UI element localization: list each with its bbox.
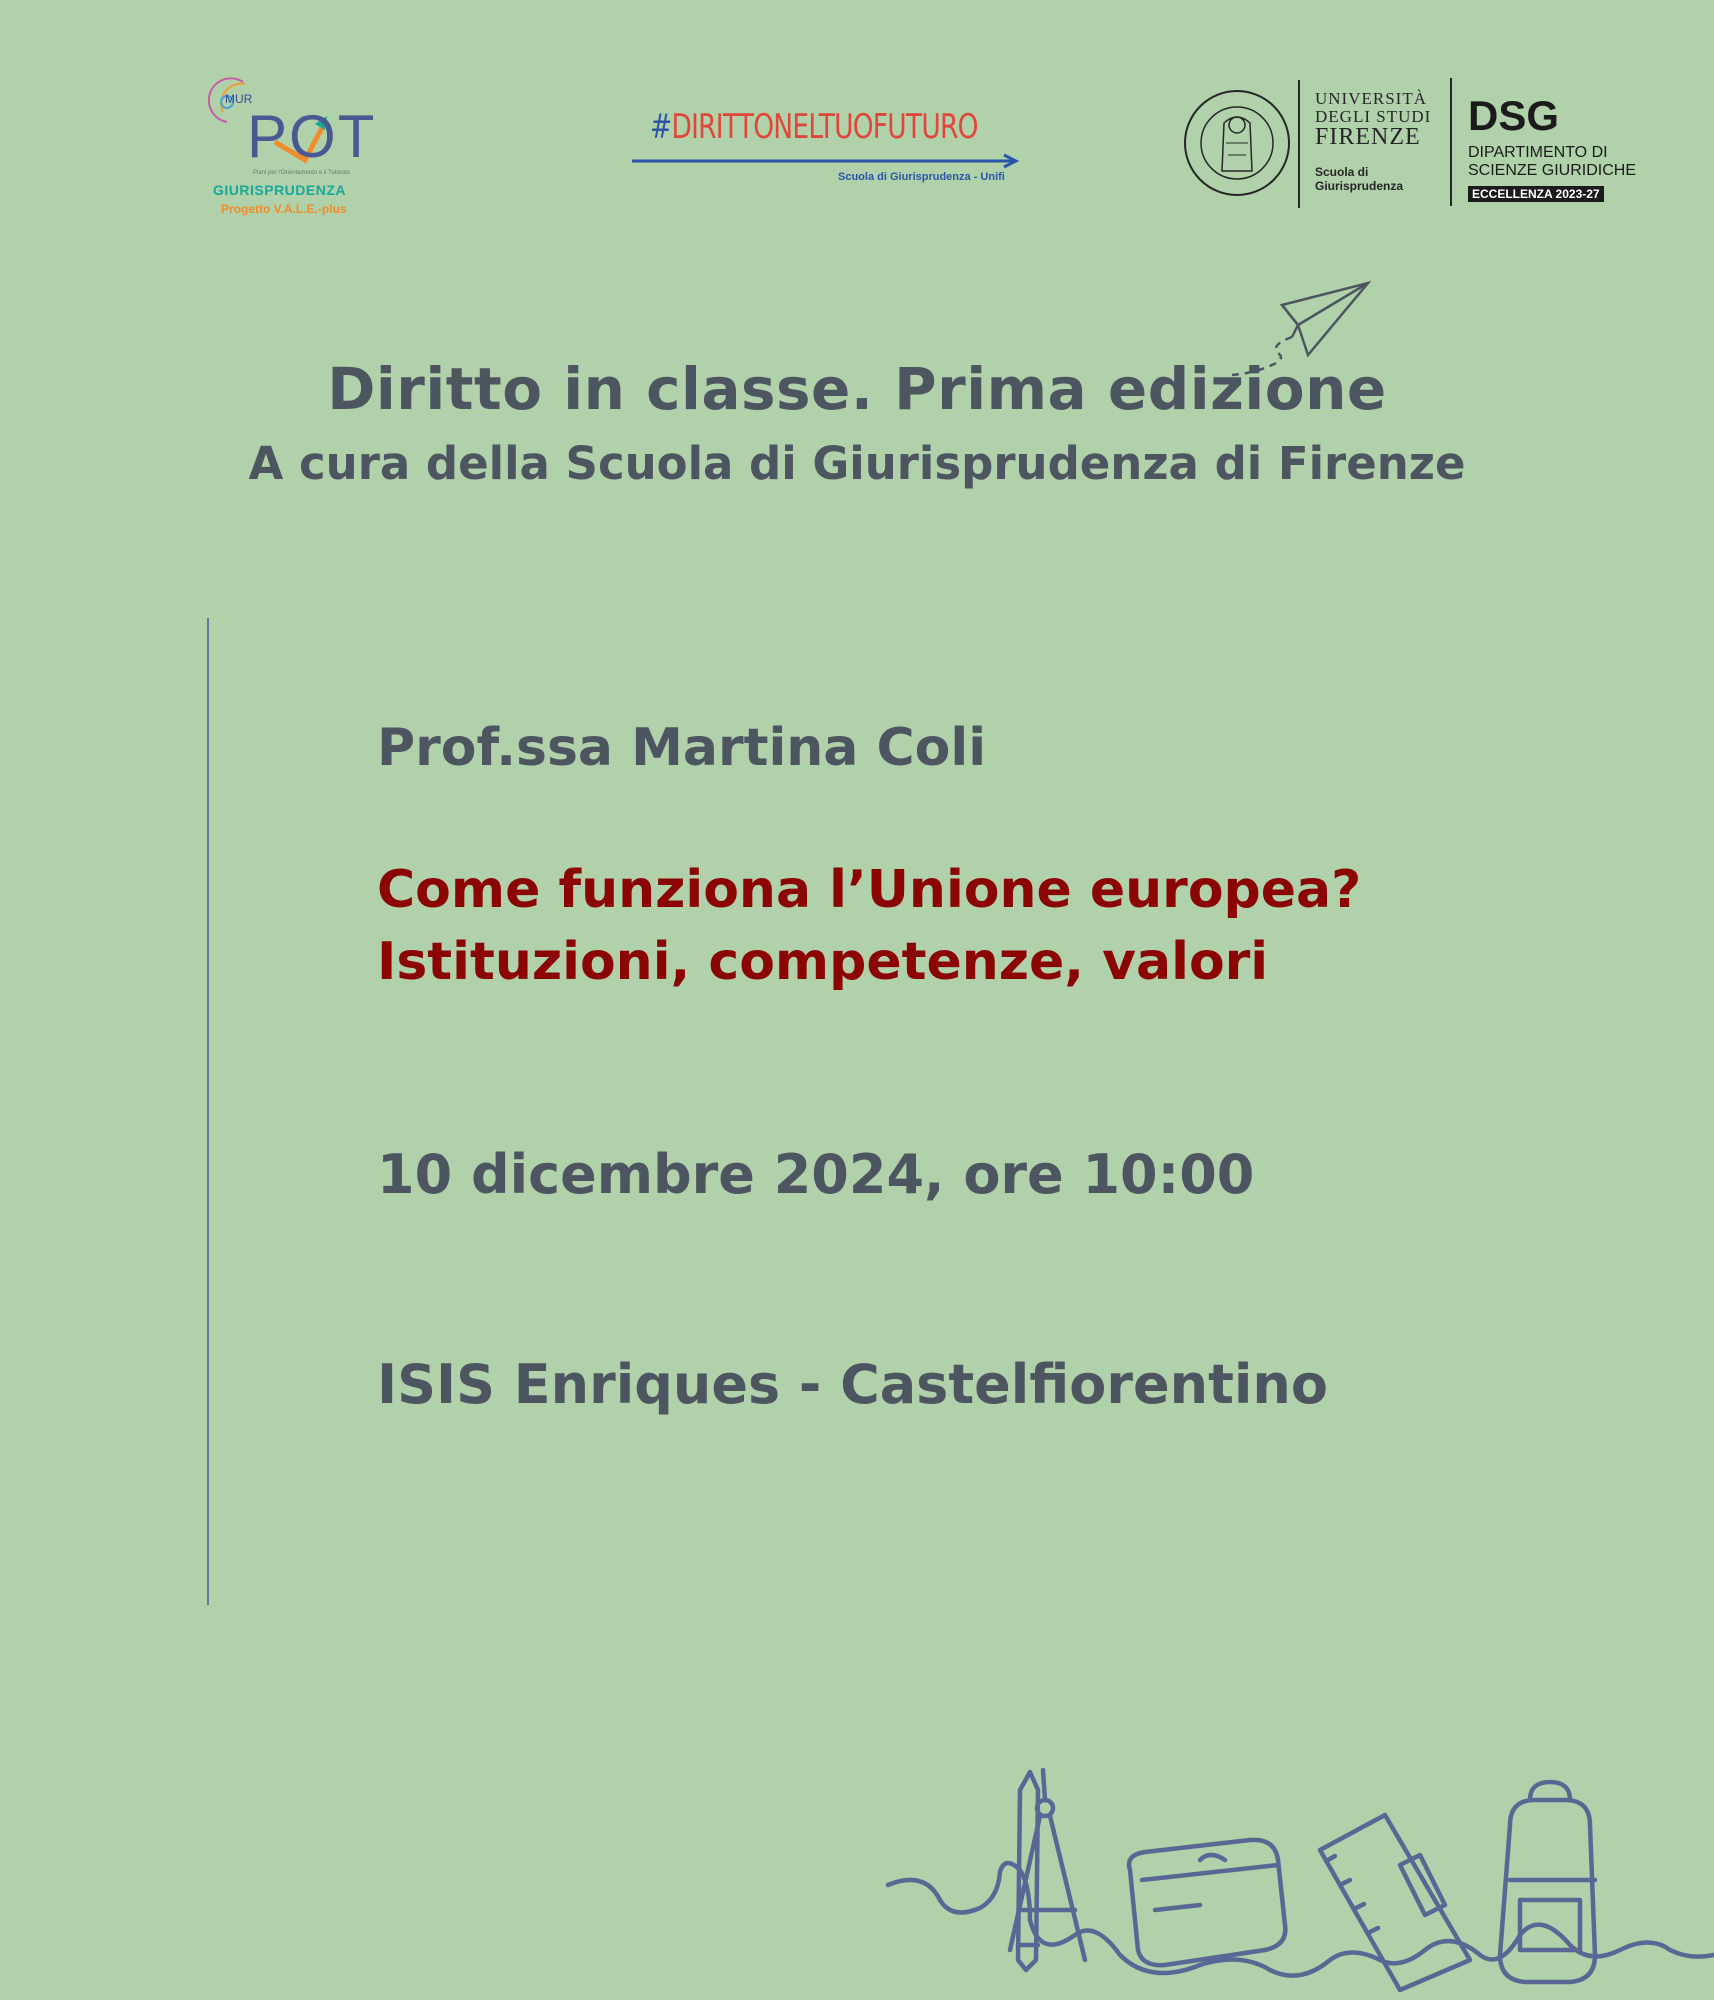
dsg-acronym: DSG (1468, 92, 1560, 139)
event-venue: ISIS Enriques - Castelfiorentino (377, 1353, 1328, 1416)
speaker-name: Prof.ssa Martina Coli (377, 718, 987, 778)
vertical-rule (207, 618, 209, 1605)
topic-line-1: Come funziona l’Unione europea? (377, 860, 1362, 920)
dsg-dept-line2: SCIENZE GIURIDICHE (1468, 162, 1637, 179)
dsg-excellence-badge: ECCELLENZA 2023-27 (1468, 186, 1604, 202)
unifi-scuola-line1: Scuola di (1315, 165, 1369, 179)
unifi-scuola (1315, 165, 1403, 193)
pot-tagline: Piani per l'Orientamento e il Tutorato (253, 170, 351, 176)
logo-divider-2 (1450, 78, 1452, 206)
hashtag-logo (630, 105, 1020, 185)
pot-wordmark: POT (247, 103, 377, 170)
dsg-department (1468, 144, 1636, 180)
event-date-time: 10 dicembre 2024, ore 10:00 (377, 1143, 1255, 1206)
hashtag-word: DIRITTONELTUOFUTURO (671, 107, 978, 147)
logo-divider (1298, 80, 1300, 208)
arrow-right-icon (630, 153, 1020, 169)
page-title: Diritto in classe. Prima edizione (327, 355, 1387, 423)
unifi-scuola-line2: Giurisprudenza (1315, 179, 1404, 193)
pot-department: GIURISPRUDENZA (213, 182, 347, 198)
page-subtitle: A cura della Scuola di Giurisprudenza di Firenze (248, 437, 1466, 490)
pot-project: Progetto V.A.L.E.-plus (221, 202, 347, 216)
university-seal-icon (1180, 83, 1295, 208)
hash-symbol: # (650, 107, 672, 147)
hashtag-subtitle: Scuola di Giurisprudenza - Unifi (838, 171, 1005, 183)
hashtag-text (650, 107, 978, 147)
unifi-line2: DEGLI STUDI (1315, 107, 1432, 126)
pot-logo (205, 72, 380, 222)
unifi-firenze: FIRENZE (1315, 124, 1421, 150)
mur-label: MUR (225, 92, 253, 106)
unifi-line1: UNIVERSITÀ (1315, 89, 1427, 108)
school-supplies-illustration (880, 1760, 1714, 2000)
unifi-dsg-logo (1180, 78, 1660, 213)
dsg-dept-line1: DIPARTIMENTO DI (1468, 144, 1608, 161)
topic-line-2: Istituzioni, competenze, valori (377, 932, 1269, 992)
unifi-text (1315, 90, 1431, 126)
